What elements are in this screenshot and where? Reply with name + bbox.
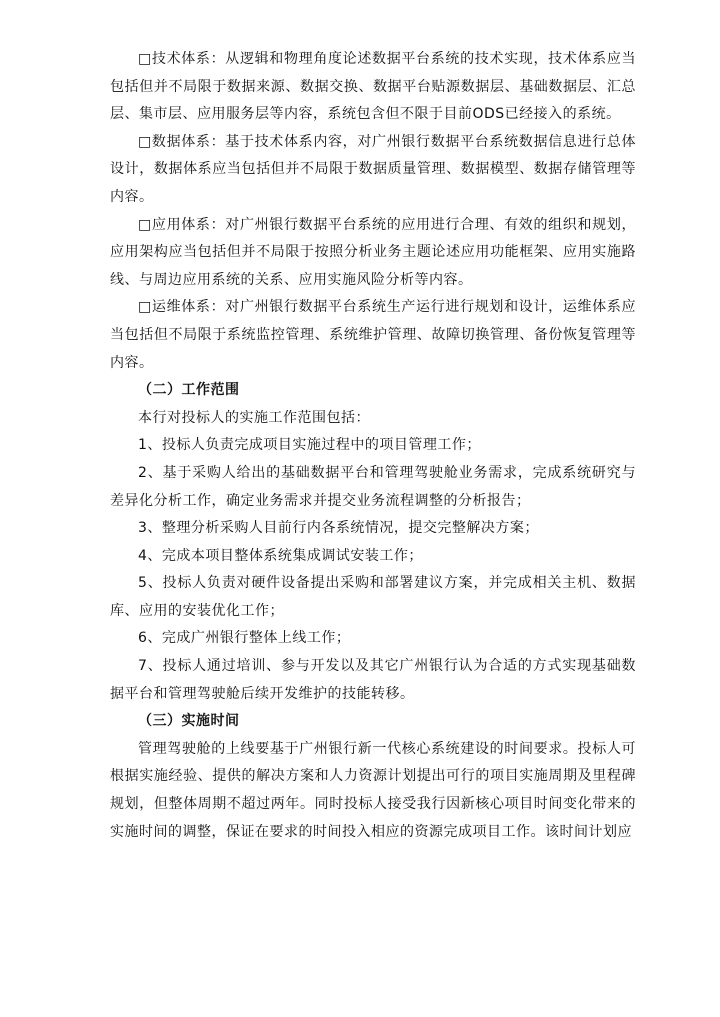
paragraph-tech-system: □技术体系：从逻辑和物理角度论述数据平台系统的技术实现，技术体系应当包括但并不局限于数据来源、数据交换、数据平台贴源数据层、基础数据层、汇总层、集市层、应用服务层等内容，系统包含但不限于目前ODS已经接入的系统。 <box>110 51 636 123</box>
scope-item-5: 5、投标人负责对硬件设备提出采购和部署建议方案，并完成相关主机、数据库、应用的安装优化工作； <box>110 575 636 619</box>
timeline-paragraph: 管理驾驶舱的上线要基于广州银行新一代核心系统建设的时间要求。投标人可根据实施经验、提供的解决方案和人力资源计划提出可行的项目实施周期及里程碑规划，但整体周期不超过两年。同时投标人接受我行因新核心项目时间变化带来的实施时间的调整，保证在要求的时间投入相应的资源完成项目工作。该时间计划应 <box>110 740 636 840</box>
paragraph-ops-system: □运维体系：对广州银行数据平台系统生产运行进行规划和设计，运维体系应当包括但不局限于系统监控管理、系统维护管理、故障切换管理、备份恢复管理等内容。 <box>110 299 636 371</box>
scope-item-1: 1、投标人负责完成项目实施过程中的项目管理工作； <box>138 437 481 454</box>
scope-item-2: 2、基于采购人给出的基础数据平台和管理驾驶舱业务需求，完成系统研究与差异化分析工作，确定业务需求并提交业务流程调整的分析报告； <box>110 464 636 509</box>
paragraph-data-system: □数据体系：基于技术体系内容，对广州银行数据平台系统数据信息进行总体设计，数据体系应当包括但并不局限于数据质量管理、数据模型、数据存储管理等内容。 <box>110 133 636 205</box>
document-page <box>110 46 636 846</box>
scope-item-3: 3、整理分析采购人目前行内各系统情况，提交完整解决方案； <box>138 520 539 537</box>
paragraph-app-system: □应用体系：对广州银行数据平台系统的应用进行合理、有效的组织和规划，应用架构应当包括但并不局限于按照分析业务主题论述应用功能框架、应用实施路线、与周边应用系统的关系、应用实施风险分析等内容。 <box>110 216 636 288</box>
scope-item-6: 6、完成广州银行整体上线工作； <box>138 630 351 647</box>
section-heading-scope: （二）工作范围 <box>138 382 240 399</box>
section-heading-timeline: （三）实施时间 <box>138 713 240 730</box>
scope-item-4: 4、完成本项目整体系统集成调试安装工作； <box>138 547 423 564</box>
scope-intro: 本行对投标人的实施工作范围包括： <box>138 409 370 426</box>
scope-item-7: 7、投标人通过培训、参与开发以及其它广州银行认为合适的方式实现基础数据平台和管理驾驶舱后续开发维护的技能转移。 <box>110 658 636 702</box>
